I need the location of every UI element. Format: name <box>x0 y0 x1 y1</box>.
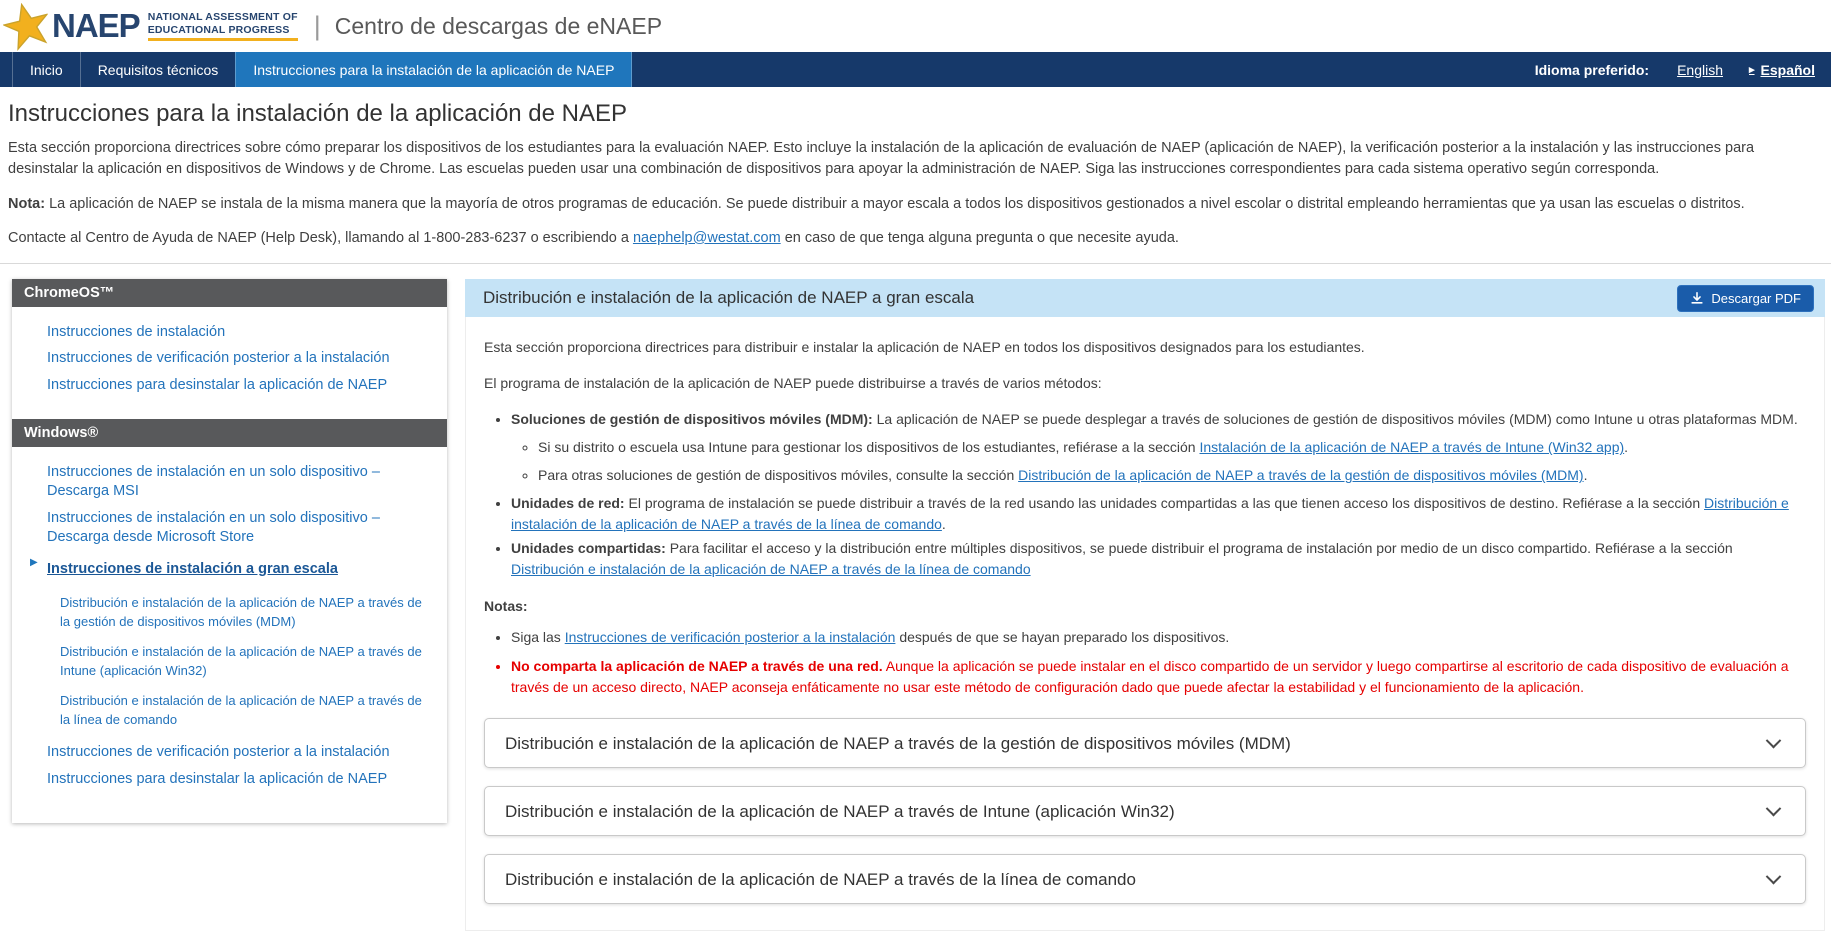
note-verification-before: Siga las <box>511 629 565 646</box>
naep-star-icon <box>0 0 55 55</box>
note-warning <box>511 656 1806 698</box>
descargar-pdf-label: Descargar PDF <box>1711 290 1801 306</box>
primary-nav <box>0 52 1831 87</box>
method-network-label: Unidades de red: <box>511 495 625 512</box>
contact-text-after: en caso de que tenga alguna pregunta o que necesite ayuda. <box>780 229 1179 246</box>
note-verification <box>511 627 1806 648</box>
language-english-link[interactable]: English <box>1677 61 1723 78</box>
sidebar-item-chromeos-desinstalar[interactable]: Instrucciones para desinstalar la aplicación de NAEP <box>47 376 388 393</box>
sidebar-section-chromeos: ChromeOS™ <box>12 279 447 307</box>
mdm-sub-intune <box>538 437 1806 458</box>
sidebar-item-windows-gran-escala-wrapper <box>30 556 433 583</box>
selected-language-arrow-icon: ▸ <box>1749 64 1755 76</box>
sidebar-item-windows-verificacion[interactable]: Instrucciones de verificación posterior a la instalación <box>47 744 390 761</box>
sidebar-windows-links <box>12 447 447 807</box>
note-text: La aplicación de NAEP se instala de la misma manera que la mayoría de otros programas de educación. Se puede distribuir a mayor escala a todos los dispositivos gestionados a nivel escolar o distrital empleando herramientas que ya usan las escuelas o distritos. <box>45 196 1745 213</box>
method-network-drives <box>511 493 1806 535</box>
sidebar-subitem-intune[interactable]: Distribución e instalación de la aplicación de NAEP a través de Intune (aplicación Win32) <box>60 643 422 679</box>
method-mdm-text: La aplicación de NAEP se puede desplegar a través de soluciones de gestión de dispositivos móviles (MDM) como Intune u otras plataformas MDM. <box>872 411 1798 428</box>
chevron-down-icon <box>1766 801 1782 817</box>
sidebar-subitem-mdm[interactable]: Distribución e instalación de la aplicación de NAEP a través de la gestión de dispositivos móviles (MDM) <box>60 594 422 630</box>
chevron-down-icon <box>1766 869 1782 885</box>
sidebar-subitem-linea-comando[interactable]: Distribución e instalación de la aplicación de NAEP a través de la línea de comando <box>60 692 422 728</box>
sidebar-section-windows: Windows® <box>12 419 447 447</box>
descargar-pdf-button[interactable] <box>1677 285 1814 312</box>
chevron-down-icon <box>1766 733 1782 749</box>
note-label: Nota: <box>8 196 46 213</box>
sidebar-item-chromeos-verificacion[interactable]: Instrucciones de verificación posterior a la instalación <box>47 350 390 367</box>
notes-list <box>484 627 1806 698</box>
method-shared-label: Unidades compartidas: <box>511 540 666 557</box>
sidebar-gran-escala-sublinks <box>47 593 433 730</box>
mdm-sub-intune-period: . <box>1624 439 1629 456</box>
page-content <box>0 100 1831 931</box>
naep-logo-acronym: NAEP <box>52 7 140 44</box>
command-line-link-1[interactable]: Distribución e instalación de la aplicación de NAEP a través de la línea de comando <box>511 495 1789 533</box>
distribution-methods-list <box>484 409 1806 580</box>
sidebar-chromeos-links <box>12 307 447 413</box>
nav-tab-instrucciones-instalacion[interactable]: Instrucciones para la instalación de la aplicación de NAEP <box>235 52 632 87</box>
accordion-mdm-title: Distribución e instalación de la aplicación de NAEP a través de la gestión de dispositivos móviles (MDM) <box>505 733 1291 753</box>
sidebar-item-windows-microsoft-store[interactable]: Instrucciones de instalación en un solo dispositivo – Descarga desde Microsoft Store <box>47 509 380 546</box>
content-area <box>0 264 1831 931</box>
method-mdm-label: Soluciones de gestión de dispositivos móviles (MDM): <box>511 411 873 428</box>
accordion-intune[interactable] <box>484 786 1806 836</box>
note-verification-after: después de que se hayan preparado los dispositivos. <box>895 629 1230 646</box>
nav-tab-inicio[interactable]: Inicio <box>12 52 80 87</box>
os-sidebar <box>12 279 447 823</box>
sidebar-item-windows-msi[interactable]: Instrucciones de instalación en un solo dispositivo – Descarga MSI <box>47 463 380 500</box>
main-panel <box>465 279 1825 931</box>
mdm-sub-other-text: Para otras soluciones de gestión de dispositivos móviles, consulte la sección <box>538 467 1019 484</box>
post-install-verification-link[interactable]: Instrucciones de verificación posterior a la instalación <box>564 629 896 646</box>
method-network-period: . <box>941 516 946 533</box>
mdm-sub-other <box>538 465 1806 486</box>
naep-logo-tagline-line1: NATIONAL ASSESSMENT OF <box>147 10 298 23</box>
panel-body <box>465 317 1825 931</box>
method-shared-text: Para facilitar el acceso y la distribución entre múltiples dispositivos, se puede distribuir el programa de instalación por medio de un disco compartido. Refiérase a la sección <box>665 540 1733 557</box>
panel-paragraph-1: Esta sección proporciona directrices para distribuir e instalar la aplicación de NAEP en todos los dispositivos designados para los estudiantes. <box>484 339 1365 356</box>
language-switcher <box>1535 52 1831 87</box>
sidebar-item-windows-gran-escala[interactable]: Instrucciones de instalación a gran escala <box>47 560 338 577</box>
accordion-command-line-title: Distribución e instalación de la aplicación de NAEP a través de la línea de comando <box>505 869 1136 889</box>
mdm-sublist <box>511 437 1806 486</box>
logo-separator: | <box>313 10 321 41</box>
panel-title: Distribución e instalación de la aplicación de NAEP a gran escala <box>483 288 975 308</box>
note-warning-text: Aunque la aplicación se puede instalar en el disco compartido de un servidor y luego compartirse al escritorio de cada dispositivo de evaluación a través de un acceso directo, NAEP aconseja enfáticamente no usar este método de configuración dado que puede afectar la estabilidad y el funcionamiento de la aplicación. <box>511 658 1789 696</box>
panel-paragraph-2: El programa de instalación de la aplicación de NAEP puede distribuirse a través de varios métodos: <box>484 375 1102 392</box>
nav-tab-requisitos-tecnicos[interactable]: Requisitos técnicos <box>80 52 236 87</box>
intro-note-paragraph <box>8 194 1821 215</box>
contact-paragraph <box>8 228 1821 249</box>
intune-win32-link[interactable]: Instalación de la aplicación de NAEP a través de Intune (Win32 app) <box>1199 439 1625 456</box>
naep-logo <box>4 2 298 50</box>
nav-tabs <box>12 52 632 87</box>
contact-text-before: Contacte al Centro de Ayuda de NAEP (Help Desk), llamando al 1-800-283-6237 o escribiendo a <box>8 229 633 246</box>
language-espanol-link[interactable] <box>1749 62 1815 78</box>
help-email-link[interactable]: naephelp@westat.com <box>632 229 781 246</box>
language-label: Idioma preferido: <box>1534 61 1650 78</box>
intro-paragraph: Esta sección proporciona directrices sobre cómo preparar los dispositivos de los estudiantes para la evaluación NAEP. Esto incluye la instalación de la aplicación de evaluación de NAEP (aplicación de NAEP), la verificación posterior a la instalación y las instrucciones para desinstalar la aplicación en dispositivos de Windows y de Chrome. Las escuelas pueden usar una combinación de dispositivos para apoyar la administración de NAEP. Siga las instrucciones correspondientes para cada sistema operativo según corresponda. <box>8 140 1755 177</box>
method-mdm <box>511 409 1806 486</box>
accordion-intune-title: Distribución e instalación de la aplicación de NAEP a través de Intune (aplicación Win32) <box>505 801 1175 821</box>
panel-header <box>465 279 1825 317</box>
method-network-text: El programa de instalación se puede distribuir a través de la red usando las unidades compartidas a las que tienen acceso los dispositivos de destino. Refiérase a la sección <box>624 495 1704 512</box>
download-icon <box>1690 291 1704 305</box>
method-shared-drives <box>511 538 1806 580</box>
naep-logo-tagline-line2: EDUCATIONAL PROGRESS <box>147 23 290 36</box>
app-header <box>0 0 1831 52</box>
accordion-mdm[interactable] <box>484 718 1806 768</box>
mdm-sub-intune-text: Si su distrito o escuela usa Intune para gestionar los dispositivos de los estudiantes, refiérase a la sección <box>538 439 1200 456</box>
active-item-marker-icon: ▶ <box>30 557 38 569</box>
note-warning-bold: No comparta la aplicación de NAEP a través de una red. <box>511 658 883 675</box>
sidebar-item-chromeos-instalacion[interactable]: Instrucciones de instalación <box>47 323 226 340</box>
language-espanol-label: Español <box>1760 61 1815 78</box>
command-line-link-2[interactable]: Distribución e instalación de la aplicación de NAEP a través de la línea de comando <box>511 561 1031 578</box>
naep-logo-tagline <box>148 11 298 41</box>
app-title: Centro de descargas de eNAEP <box>334 12 663 39</box>
notes-label: Notas: <box>484 598 528 615</box>
sidebar-item-windows-desinstalar[interactable]: Instrucciones para desinstalar la aplicación de NAEP <box>47 770 388 787</box>
page-title: Instrucciones para la instalación de la aplicación de NAEP <box>8 100 628 127</box>
accordion-command-line[interactable] <box>484 854 1806 904</box>
mdm-sub-other-period: . <box>1583 467 1588 484</box>
mdm-distribution-link[interactable]: Distribución de la aplicación de NAEP a través de la gestión de dispositivos móviles (MDM) <box>1018 467 1584 484</box>
